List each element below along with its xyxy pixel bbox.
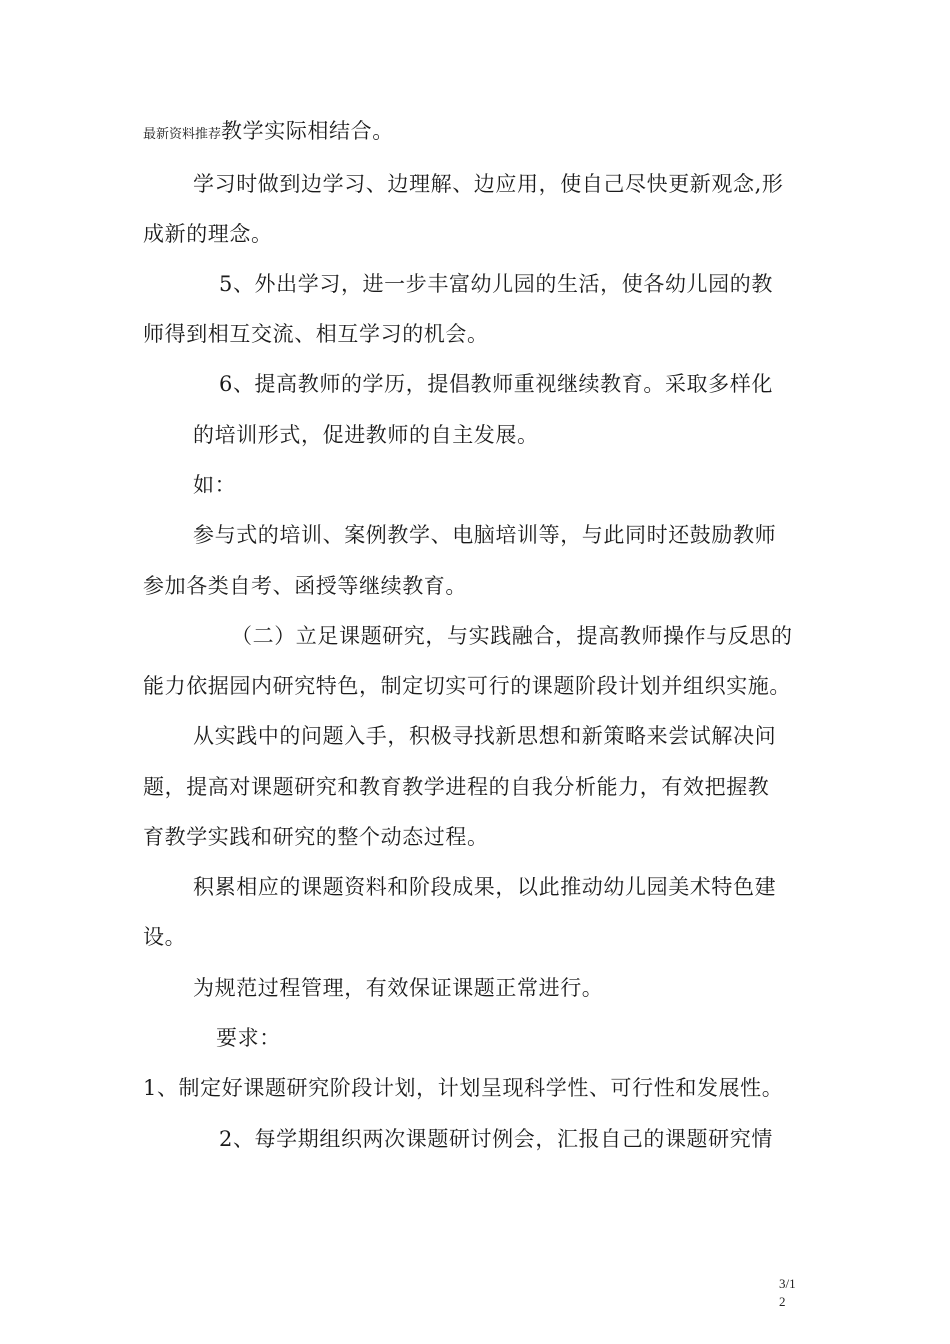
- paragraph-line: 学习时做到边学习、边理解、边应用，使自己尽快更新观念,形: [193, 172, 784, 196]
- paragraph-line: 6、提高教师的学历，提倡教师重视继续教育。采取多样化: [219, 372, 773, 396]
- paragraph-line: 的培训形式，促进教师的自主发展。: [193, 423, 539, 447]
- paragraph-line: 5、外出学习，进一步丰富幼儿园的生活，使各幼儿园的教: [219, 272, 773, 296]
- page-number-bottom: 2: [779, 1294, 786, 1309]
- paragraph-line: 教学实际相结合。: [221, 119, 394, 143]
- paragraph-line: 1、制定好课题研究阶段计划，计划呈现科学性、可行性和发展性。: [143, 1076, 784, 1100]
- page-number-top: 3/1: [779, 1276, 796, 1291]
- paragraph-line: 参加各类自考、函授等继续教育。: [143, 574, 467, 598]
- paragraph-line: 参与式的培训、案例教学、电脑培训等，与此同时还鼓励教师: [193, 523, 777, 547]
- paragraph-line: （二）立足课题研究，与实践融合，提高教师操作与反思的: [231, 624, 793, 648]
- paragraph-line: 题，提高对课题研究和教育教学进程的自我分析能力，有效把握教: [143, 775, 770, 799]
- header-label: 最新资料推荐: [143, 127, 222, 142]
- paragraph-line: 能力依据园内研究特色，制定切实可行的课题阶段计划并组织实施。: [143, 674, 791, 698]
- paragraph-line: 要求：: [216, 1026, 281, 1050]
- paragraph-line: 成新的理念。: [143, 222, 273, 246]
- paragraph-line: 2、每学期组织两次课题研讨例会，汇报自己的课题研究情: [219, 1127, 773, 1151]
- paragraph-line: 从实践中的问题入手，积极寻找新思想和新策略来尝试解决问: [193, 724, 777, 748]
- first-line: [143, 117, 394, 149]
- paragraph-line: 设。: [143, 925, 187, 949]
- paragraph-line: 育教学实践和研究的整个动态过程。: [143, 825, 489, 849]
- paragraph-line: 师得到相互交流、相互学习的机会。: [143, 322, 489, 346]
- paragraph-line: 如：: [193, 473, 237, 497]
- paragraph-line: 积累相应的课题资料和阶段成果，以此推动幼儿园美术特色建: [193, 875, 777, 899]
- paragraph-line: 为规范过程管理，有效保证课题正常进行。: [193, 976, 604, 1000]
